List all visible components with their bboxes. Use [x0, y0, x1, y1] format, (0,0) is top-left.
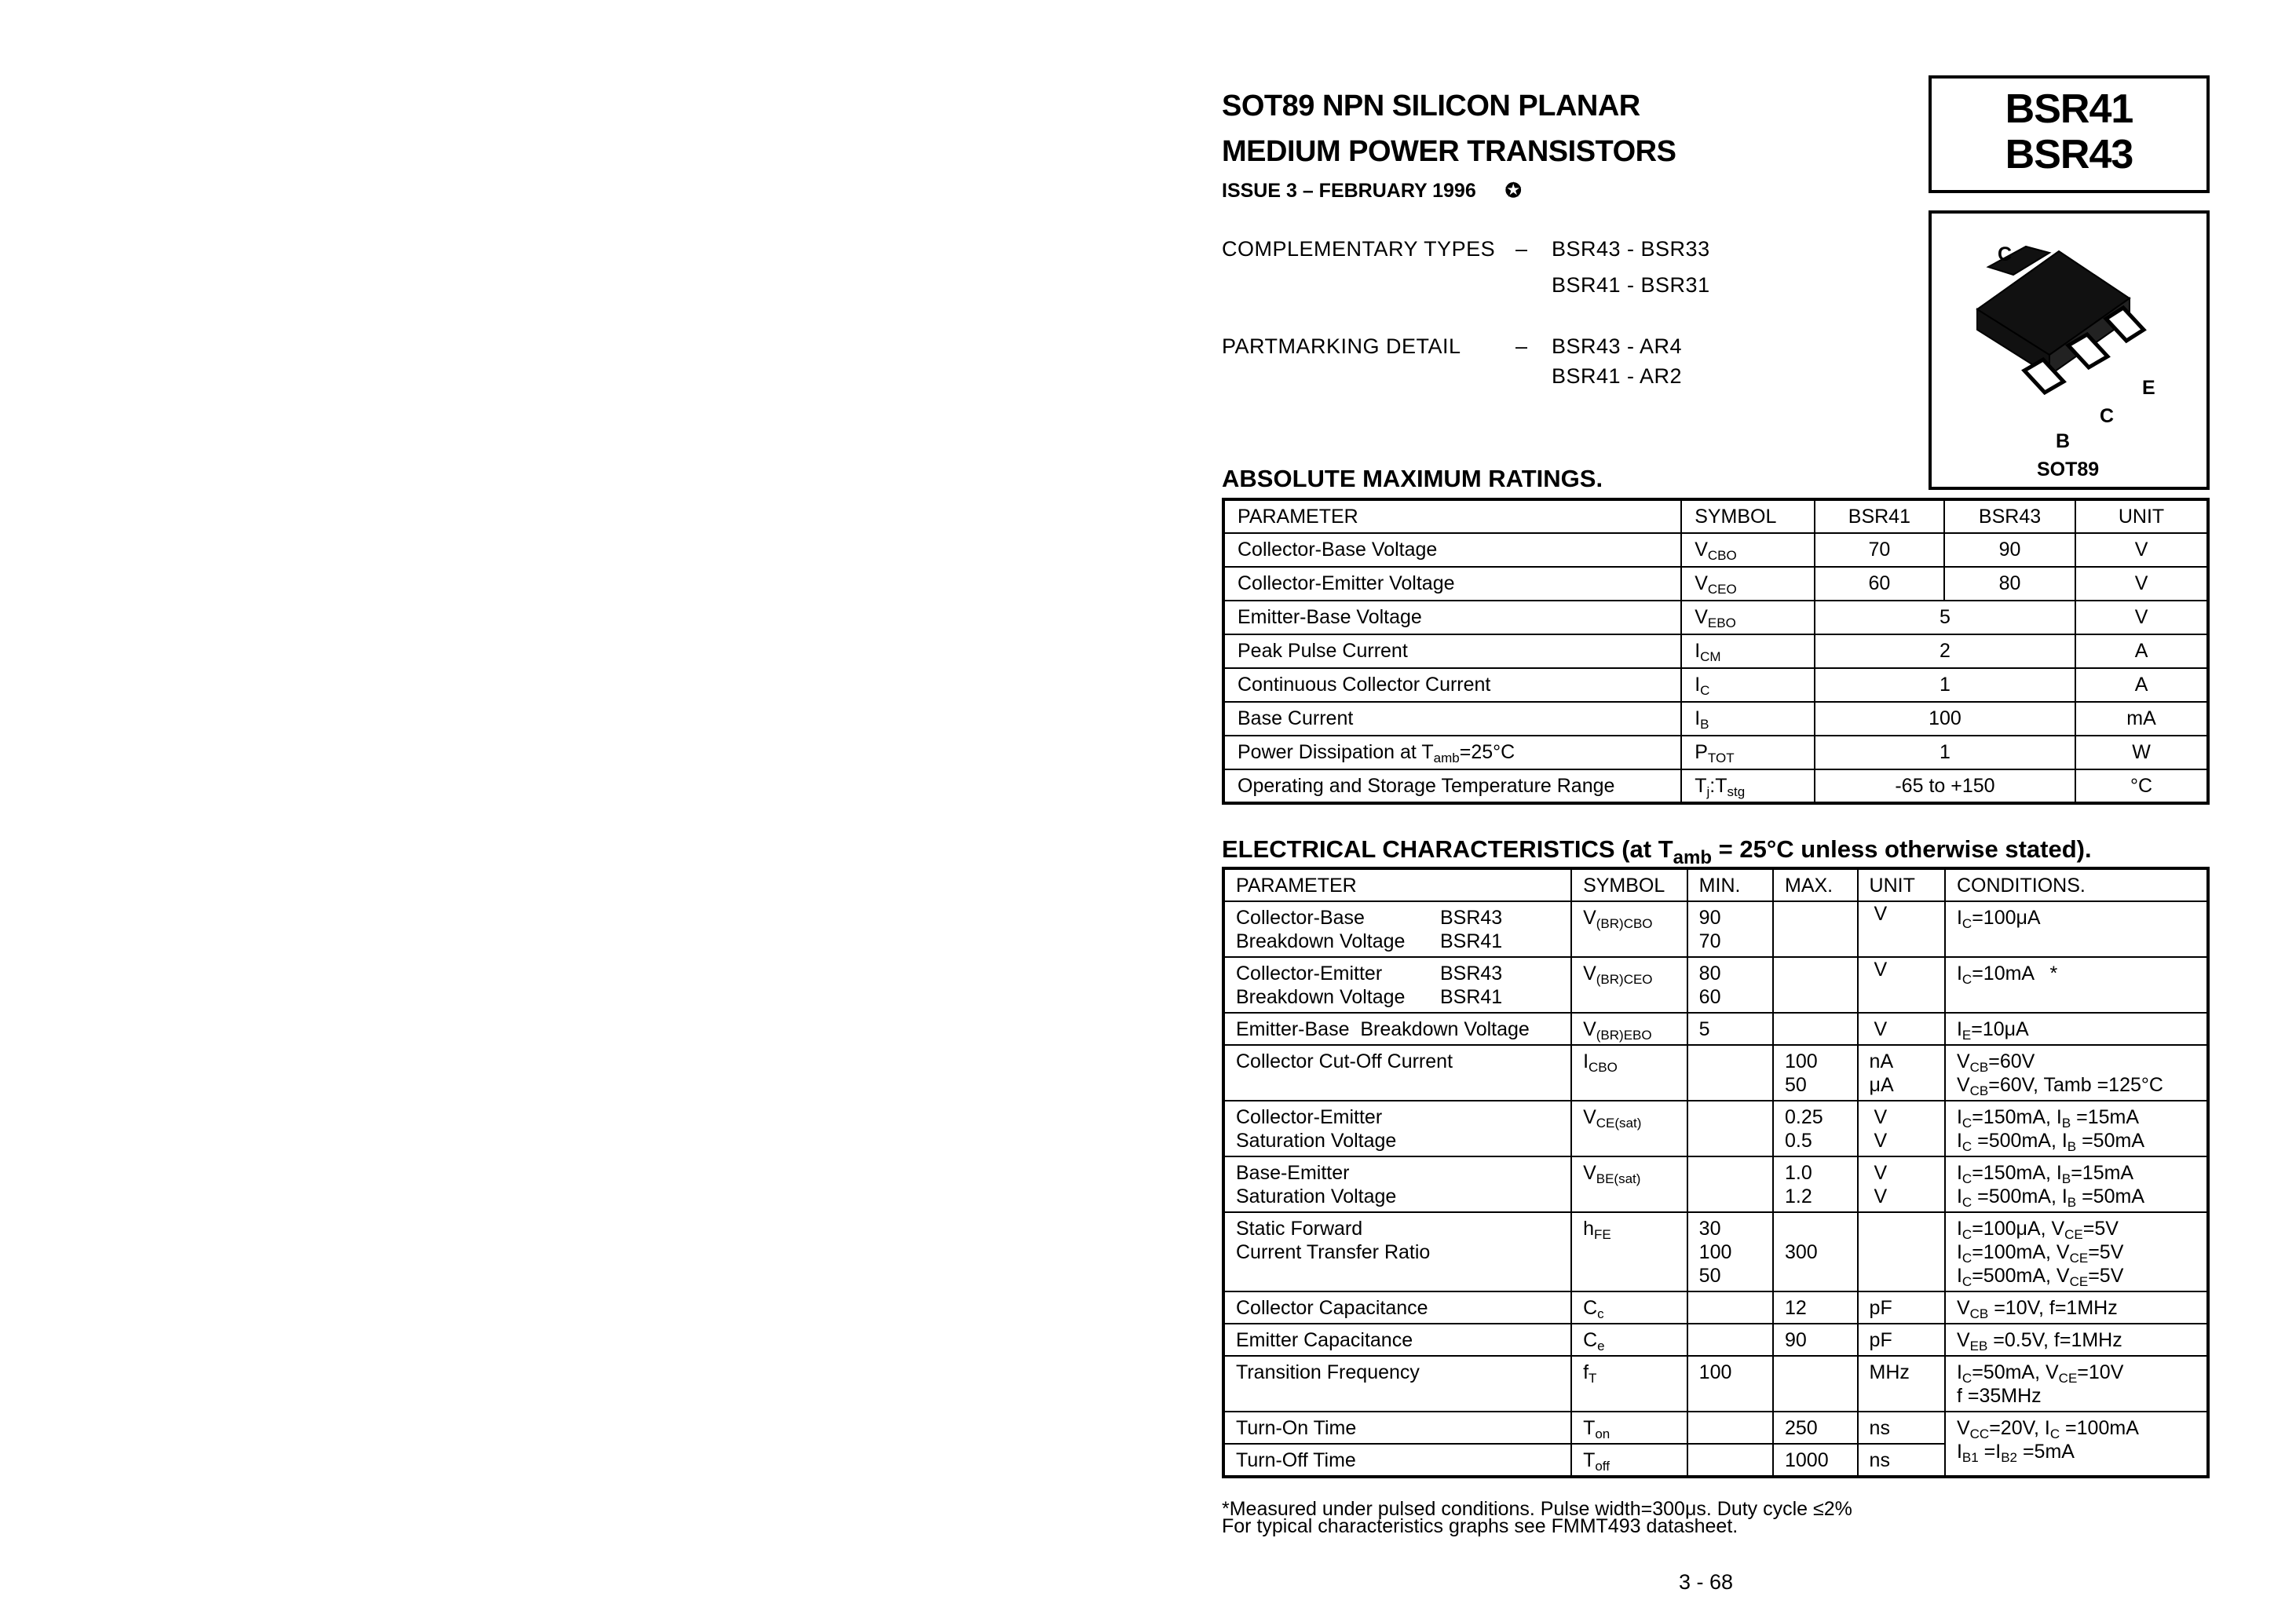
- min-cell: 100: [1687, 1356, 1773, 1412]
- header-cell: MAX.: [1773, 868, 1858, 901]
- max-cell: 0.25 0.5: [1773, 1101, 1858, 1156]
- package-box: [1929, 210, 2210, 490]
- header-cell: UNIT: [1858, 868, 1945, 901]
- param-cell: Continuous Collector Current: [1223, 668, 1681, 702]
- unit-cell: MHz: [1858, 1356, 1945, 1412]
- symbol-cell: $V_{(BR)CBO}$: [1571, 901, 1687, 957]
- symbol-cell: $V_{CBO}$: [1681, 533, 1815, 567]
- unit-cell: ns: [1858, 1412, 1945, 1444]
- table-header-row: [1223, 868, 2208, 901]
- value-cell: -65 to +150: [1815, 769, 2075, 803]
- conditions-cell: $V_{CB} =10V$, f=1MHz: [1945, 1291, 2208, 1324]
- symbol-cell: $I_{CBO}$: [1571, 1045, 1687, 1101]
- header-cell: BSR41: [1815, 499, 1944, 533]
- max-cell: 12: [1773, 1291, 1858, 1324]
- partmarking-2: BSR41 - AR2: [1552, 364, 1683, 388]
- conditions-cell: $I_C=150mA$, $I_B=15mA$ $I_C =500mA$, $I_B =50mA$: [1945, 1156, 2208, 1212]
- symbol-cell: $V_{CEO}$: [1681, 567, 1815, 601]
- table-row: [1223, 1013, 2208, 1045]
- title-line-2: MEDIUM POWER TRANSISTORS: [1222, 135, 1676, 168]
- value-cell: 80: [1944, 567, 2075, 601]
- param-cell: Collector Cut-Off Current: [1223, 1045, 1571, 1101]
- value-cell: 90: [1944, 533, 2075, 567]
- conditions-cell: $I_C=50mA$, $V_{CE}=10V$ f =35MHz: [1945, 1356, 2208, 1412]
- unit-cell: pF: [1858, 1291, 1945, 1324]
- unit-cell: W: [2075, 736, 2208, 769]
- pin-label-c: C: [2100, 405, 2115, 427]
- value-cell: 2: [1815, 634, 2075, 668]
- pin-label-c-top: C: [1998, 243, 2013, 265]
- symbol-cell: $T_{off}$: [1571, 1444, 1687, 1477]
- max-cell: [1773, 901, 1858, 957]
- symbol-cell: $h_{FE}$: [1571, 1212, 1687, 1291]
- symbol-cell: $f_T$: [1571, 1356, 1687, 1412]
- min-cell: 5: [1687, 1013, 1773, 1045]
- table-row: [1223, 1356, 2208, 1412]
- symbol-cell: $V_{(BR)EBO}$: [1571, 1013, 1687, 1045]
- param-cell: Collector-Emitter Voltage: [1223, 567, 1681, 601]
- page-number: 3 - 68: [1679, 1570, 1734, 1594]
- max-cell: 100 50: [1773, 1045, 1858, 1101]
- unit-cell: V V: [1858, 1156, 1945, 1212]
- param-cell: Base-Emitter Saturation Voltage: [1223, 1156, 1571, 1212]
- conditions-cell: $I_C=100\mu A$: [1945, 901, 2208, 957]
- unit-cell: V: [1858, 901, 1945, 957]
- table-row: [1223, 901, 2208, 957]
- symbol-cell: $C_e$: [1571, 1324, 1687, 1356]
- symbol-cell: $I_{CM}$: [1681, 634, 1815, 668]
- elec-title: ELECTRICAL CHARACTERISTICS (at $T_{amb} = 25^\circ C$ unless otherwise stated).: [1222, 835, 2092, 868]
- elec-table: [1222, 867, 2210, 1478]
- complementary-type-2: BSR41 - BSR31: [1552, 273, 1710, 297]
- param-cell: Transition Frequency: [1223, 1356, 1571, 1412]
- table-row: [1223, 957, 2208, 1013]
- value-cell: 100: [1815, 702, 2075, 736]
- unit-cell: ns: [1858, 1444, 1945, 1477]
- unit-cell: V: [2075, 567, 2208, 601]
- param-cell: Emitter-Base Breakdown Voltage: [1223, 1013, 1571, 1045]
- table-row: [1223, 533, 2208, 567]
- header-cell: SYMBOL: [1571, 868, 1687, 901]
- conditions-cell: $I_C=100\mu A$, $V_{CE}=5V$ $I_C=100mA$, $V_{CE}=5V$ $I_C=500mA$, $V_{CE}=5V$: [1945, 1212, 2208, 1291]
- unit-cell: V: [1858, 957, 1945, 1013]
- header-cell: SYMBOL: [1681, 499, 1815, 533]
- table-header-row: [1223, 499, 2208, 533]
- header-cell: CONDITIONS.: [1945, 868, 2208, 901]
- min-cell: 90 70: [1687, 901, 1773, 957]
- min-cell: [1687, 1156, 1773, 1212]
- min-cell: [1687, 1291, 1773, 1324]
- min-cell: [1687, 1444, 1773, 1477]
- param-cell: Base Current: [1223, 702, 1681, 736]
- param-cell: Power Dissipation at $T_{amb}=25^\circ C$: [1223, 736, 1681, 769]
- symbol-cell: $V_{BE(sat)}$: [1571, 1156, 1687, 1212]
- unit-cell: V: [1858, 1013, 1945, 1045]
- unit-cell: mA: [2075, 702, 2208, 736]
- conditions-cell: $I_C=150mA$, $I_B =15mA$ $I_C =500mA$, $I_B =50mA$: [1945, 1101, 2208, 1156]
- param-cell: Collector Capacitance: [1223, 1291, 1571, 1324]
- table-row: [1223, 668, 2208, 702]
- min-cell: [1687, 1412, 1773, 1444]
- partmarking-1: BSR43 - AR4: [1552, 334, 1683, 358]
- param-cell: Static Forward Current Transfer Ratio: [1223, 1212, 1571, 1291]
- max-cell: 90: [1773, 1324, 1858, 1356]
- table-row: [1223, 601, 2208, 634]
- max-cell: [1773, 1013, 1858, 1045]
- issue-line: [1222, 179, 1522, 203]
- value-cell: 1: [1815, 668, 2075, 702]
- param-cell: Operating and Storage Temperature Range: [1223, 769, 1681, 803]
- symbol-cell: $I_B$: [1681, 702, 1815, 736]
- table-row: [1223, 1156, 2208, 1212]
- value-cell: 60: [1815, 567, 1944, 601]
- param-cell: Emitter-Base Voltage: [1223, 601, 1681, 634]
- symbol-cell: $I_C$: [1681, 668, 1815, 702]
- max-cell: [1773, 957, 1858, 1013]
- table-row: [1223, 736, 2208, 769]
- max-cell: 1000: [1773, 1444, 1858, 1477]
- partmarking-label: PARTMARKING DETAIL: [1222, 334, 1461, 358]
- table-row: [1223, 1101, 2208, 1156]
- unit-cell: A: [2075, 634, 2208, 668]
- header-cell: PARAMETER: [1223, 499, 1681, 533]
- symbol-cell: $T_{on}$: [1571, 1412, 1687, 1444]
- value-cell: 1: [1815, 736, 2075, 769]
- table-row: [1223, 1212, 2208, 1291]
- unit-cell: pF: [1858, 1324, 1945, 1356]
- max-cell: 1.0 1.2: [1773, 1156, 1858, 1212]
- table-row: [1223, 567, 2208, 601]
- param-cell: Collector-Emitter BSR43 Breakdown Voltage BSR41: [1223, 957, 1571, 1013]
- complementary-type-1: BSR43 - BSR33: [1552, 237, 1710, 261]
- max-cell: [1773, 1356, 1858, 1412]
- unit-cell: A: [2075, 668, 2208, 702]
- min-cell: [1687, 1324, 1773, 1356]
- header-cell: PARAMETER: [1223, 868, 1571, 901]
- value-cell: 70: [1815, 533, 1944, 567]
- complementary-label: COMPLEMENTARY TYPES: [1222, 237, 1496, 261]
- title-line-1: SOT89 NPN SILICON PLANAR: [1222, 90, 1640, 122]
- param-cell: Collector-Emitter Saturation Voltage: [1223, 1101, 1571, 1156]
- unit-cell: °C: [2075, 769, 2208, 803]
- header-cell: BSR43: [1944, 499, 2075, 533]
- part-number-box: [1929, 75, 2210, 193]
- param-cell: Emitter Capacitance: [1223, 1324, 1571, 1356]
- issue-text: ISSUE 3 – FEBRUARY 1996: [1222, 180, 1476, 202]
- pin-label-b: B: [2056, 430, 2071, 452]
- max-cell: 250: [1773, 1412, 1858, 1444]
- conditions-cell: $V_{EB} =0.5V$, f=1MHz: [1945, 1324, 2208, 1356]
- max-cell: 300: [1773, 1212, 1858, 1291]
- conditions-cell: $V_{CB}=60V$ $V_{CB}=60V$, Tamb =125°C: [1945, 1045, 2208, 1101]
- symbol-cell: $V_{CE(sat)}$: [1571, 1101, 1687, 1156]
- symbol-cell: $T_j:T_{stg}$: [1681, 769, 1815, 803]
- param-cell: Peak Pulse Current: [1223, 634, 1681, 668]
- table-row: [1223, 634, 2208, 668]
- param-cell: Turn-On Time: [1223, 1412, 1571, 1444]
- unit-cell: V: [2075, 533, 2208, 567]
- part-number-2: BSR43: [2005, 132, 2133, 177]
- param-cell: Collector-Base BSR43 Breakdown Voltage BSR41: [1223, 901, 1571, 957]
- min-cell: 30 100 50: [1687, 1212, 1773, 1291]
- param-cell: Turn-Off Time: [1223, 1444, 1571, 1477]
- table-row: [1223, 702, 2208, 736]
- symbol-cell: $V_{EBO}$: [1681, 601, 1815, 634]
- issue-mark-icon: ✪: [1504, 180, 1522, 202]
- table-row: [1223, 769, 2208, 803]
- min-cell: [1687, 1101, 1773, 1156]
- unit-cell: V: [2075, 601, 2208, 634]
- symbol-cell: $V_{(BR)CEO}$: [1571, 957, 1687, 1013]
- unit-cell: [1858, 1212, 1945, 1291]
- table-row: [1223, 1324, 2208, 1356]
- param-cell: Collector-Base Voltage: [1223, 533, 1681, 567]
- footnote-graphs: For typical characteristics graphs see FMMT493 datasheet.: [1222, 1515, 1738, 1537]
- partmarking-dash: –: [1515, 334, 1528, 358]
- table-row: [1223, 1291, 2208, 1324]
- table-row: [1223, 1412, 2208, 1444]
- header-cell: MIN.: [1687, 868, 1773, 901]
- min-cell: 80 60: [1687, 957, 1773, 1013]
- footnote-pulse: *Measured under pulsed conditions. Pulse width=300μs. Duty cycle ≤2%: [1222, 1498, 1852, 1520]
- abs-max-table: [1222, 498, 2210, 805]
- symbol-cell: $C_c$: [1571, 1291, 1687, 1324]
- complementary-dash: –: [1515, 237, 1528, 261]
- package-name: SOT89: [2037, 458, 2100, 480]
- conditions-cell: $V_{CC}=20V$, $I_C =100mA$ $I_{B1} =I_{B2} =5mA$: [1945, 1412, 2208, 1477]
- table-row: [1223, 1045, 2208, 1101]
- value-cell: 5: [1815, 601, 2075, 634]
- conditions-cell: $I_E=10\mu A$: [1945, 1013, 2208, 1045]
- unit-cell: V V: [1858, 1101, 1945, 1156]
- min-cell: [1687, 1045, 1773, 1101]
- conditions-cell: $I_C=10mA$ *: [1945, 957, 2208, 1013]
- abs-max-title: ABSOLUTE MAXIMUM RATINGS.: [1222, 465, 1603, 492]
- unit-cell: nA μA: [1858, 1045, 1945, 1101]
- symbol-cell: $P_{TOT}$: [1681, 736, 1815, 769]
- header-cell: UNIT: [2075, 499, 2208, 533]
- part-number-1: BSR41: [2005, 86, 2133, 132]
- pin-label-e: E: [2142, 377, 2155, 399]
